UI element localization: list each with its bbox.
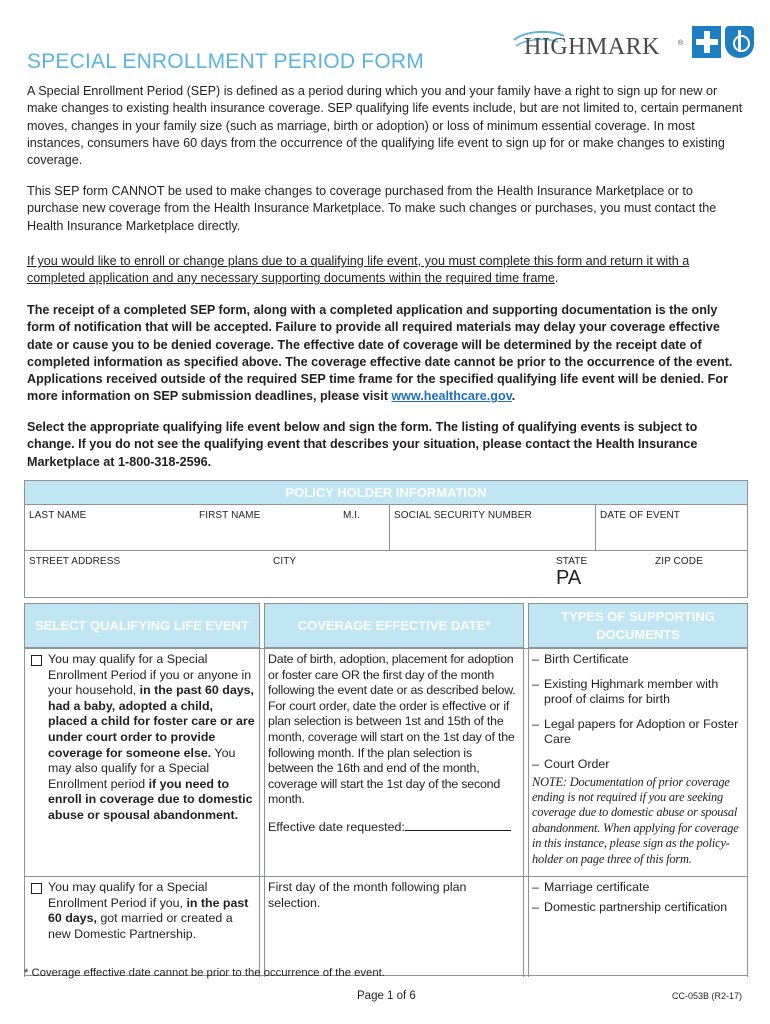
event-checkbox-marriage[interactable] xyxy=(31,883,42,894)
intro-paragraph-1: A Special Enrollment Period (SEP) is defined as a period during which you and your family have a right to sign up for new or make changes to existing health insurance coverage. SEP qualifying life events include, but are not limited to, certain permanent moves, changes in your family size (such as marriage, birth or adoption) or loss of minimum essential coverage. In most instances, consumers have 60 days from the occurrence of the qualifying life event to sign up for or make changes to existing coverage. xyxy=(27,84,743,168)
first-name-field[interactable]: FIRST NAME xyxy=(199,510,261,521)
zip-code-field[interactable]: ZIP CODE xyxy=(655,556,703,567)
ssn-field[interactable]: SOCIAL SECURITY NUMBER xyxy=(394,510,532,521)
policy-holder-header: POLICY HOLDER INFORMATION xyxy=(25,481,747,505)
healthcare-gov-link[interactable]: www.healthcare.gov xyxy=(391,389,512,404)
event-description xyxy=(48,880,255,942)
event-text-bold: if you need to enroll in coverage due to domestic abuse or spousal abandonment. xyxy=(48,776,253,822)
state-label: STATE xyxy=(556,556,588,567)
dash: – xyxy=(532,676,539,691)
list-item xyxy=(532,900,745,916)
page-title: SPECIAL ENROLLMENT PERIOD FORM xyxy=(27,50,424,73)
list-item xyxy=(532,757,745,773)
effective-date-cell xyxy=(264,877,524,977)
documents-cell xyxy=(528,877,748,977)
column-header-event: SELECT QUALIFYING LIFE EVENT xyxy=(24,603,260,648)
event-text: You may qualify for a Special Enrollment Period if you, xyxy=(48,880,208,910)
documents-cell xyxy=(528,649,748,877)
policy-holder-row-2 xyxy=(25,551,747,597)
effective-date-text: Date of birth, adoption, placement for adoption or foster care OR the first day of the month following the event date or as described below. For court order, date the order is effective or if plan selection is between 1st and 15th of the month, coverage will start on the 1st day of the following month. If the plan selection is between the 16th and end of the month, coverage will start the 1st day of the second month. xyxy=(268,652,516,807)
state-value: PA xyxy=(556,567,582,589)
intro-paragraph-4-text: The receipt of a completed SEP form, along with a completed application and supporting documentation is the only form of notification that will be accepted. Failure to provide all required materials may delay your coverage effective date or cause you to be denied coverage. The effective date of coverage will be determined by the receipt date of completed information as specified above. The coverage effective date cannot be prior to the occurrence of the event. Applications received outside of the required SEP time frame for the specified qualifying life event will be denied. For more information on SEP submission deadlines, please visit xyxy=(27,303,733,404)
dash: – xyxy=(532,756,539,771)
divider xyxy=(595,505,596,551)
intro-paragraph-3-end: . xyxy=(554,271,559,286)
footnote: * Coverage effective date cannot be prior to the occurrence of the event. xyxy=(24,967,385,979)
blue-cross-icon xyxy=(692,26,721,58)
list-item xyxy=(532,652,745,668)
list-item xyxy=(532,677,745,708)
street-address-field[interactable]: STREET ADDRESS xyxy=(29,556,121,567)
policy-holder-section xyxy=(24,480,748,598)
intro-paragraph-3 xyxy=(27,253,747,288)
event-checkbox-birth-adoption[interactable] xyxy=(31,655,42,666)
document-name: Existing Highmark member with proof of claims for birth xyxy=(544,676,719,707)
document-name: Marriage certificate xyxy=(544,880,650,894)
event-text: got married or created a new Domestic Partnership. xyxy=(48,911,233,941)
table-header xyxy=(24,603,748,648)
intro-paragraph-4 xyxy=(27,302,747,406)
form-code: CC-053B (R2-17) xyxy=(672,991,743,1001)
dash: – xyxy=(532,652,539,666)
policy-holder-row-1 xyxy=(25,505,747,551)
brand-name: HIGHMARK xyxy=(524,34,660,60)
event-text: You may also qualify for a Special Enrollment period xyxy=(48,745,236,791)
last-name-field[interactable]: LAST NAME xyxy=(29,510,87,521)
effective-date-input[interactable] xyxy=(405,820,511,831)
event-option-birth-adoption xyxy=(29,652,255,824)
event-cell xyxy=(24,877,260,977)
documentation-note: NOTE: Documentation of prior coverage ending is not required if you are seeking coverage due to domestic abuse or spousal abandonment. When applying for coverage in this instance, please sign as the policy-holder on page three of this form. xyxy=(532,774,739,866)
intro-paragraph-4-end: . xyxy=(511,389,516,404)
mi-field[interactable]: M.I. xyxy=(343,510,361,521)
document-name: Domestic partnership certification xyxy=(544,899,728,914)
document-name: Legal papers for Adoption or Foster Care xyxy=(544,716,739,747)
effective-date-text: First day of the month following plan selection. xyxy=(268,880,467,910)
list-item xyxy=(532,717,745,748)
event-cell xyxy=(24,649,260,877)
effective-date-requested xyxy=(268,820,519,836)
effective-date-requested-label: Effective date requested: xyxy=(268,819,405,834)
page-number: Page 1 of 6 xyxy=(357,990,416,1002)
blue-shield-icon xyxy=(725,26,754,58)
effective-date-cell xyxy=(264,649,524,877)
intro-paragraph-3-text: If you would like to enroll or change plans due to a qualifying life event, you must complete this form and return it with a completed application and any necessary supporting documents within the required time frame xyxy=(27,254,690,286)
intro-paragraph-2: This SEP form CANNOT be used to make changes to coverage purchased from the Health Insurance Marketplace or to purchase new coverage from the Health Insurance Marketplace. To make such changes or purchases, you must contact the Health Insurance Marketplace directly. xyxy=(27,184,717,233)
table-row xyxy=(24,876,748,976)
city-field[interactable]: CITY xyxy=(273,556,297,567)
column-header-effective-date: COVERAGE EFFECTIVE DATE* xyxy=(264,603,524,648)
divider xyxy=(389,505,390,551)
registered-mark: ® xyxy=(678,40,684,47)
highmark-logo xyxy=(512,26,752,66)
date-of-event-field[interactable]: DATE OF EVENT xyxy=(600,510,681,521)
table-row xyxy=(24,648,748,876)
event-option-marriage xyxy=(29,880,255,942)
event-text-bold: in the past 60 days, xyxy=(48,895,249,926)
qualifying-events-table xyxy=(24,603,748,976)
dash: – xyxy=(532,716,539,731)
event-text: You may qualify for a Special Enrollment Period if you or anyone in your household, xyxy=(48,652,252,698)
document-name: Birth Certificate xyxy=(544,652,629,666)
column-header-documents: TYPES OF SUPPORTING DOCUMENTS xyxy=(528,603,748,648)
event-text-bold: in the past 60 days, had a baby, adopted a child, placed a child for foster care or are under court order to provide coverage for someone else. xyxy=(48,683,255,760)
dash: – xyxy=(532,899,539,914)
event-description xyxy=(48,652,255,824)
dash: – xyxy=(532,880,539,894)
list-item xyxy=(532,880,745,896)
document-name: Court Order xyxy=(544,756,610,771)
intro-paragraph-5: Select the appropriate qualifying life event below and sign the form. The listing of qualifying events is subject to change. If you do not see the qualifying event that describes your situation, please contact the Health Insurance Marketplace at 1-800-318-2596. xyxy=(27,420,698,469)
